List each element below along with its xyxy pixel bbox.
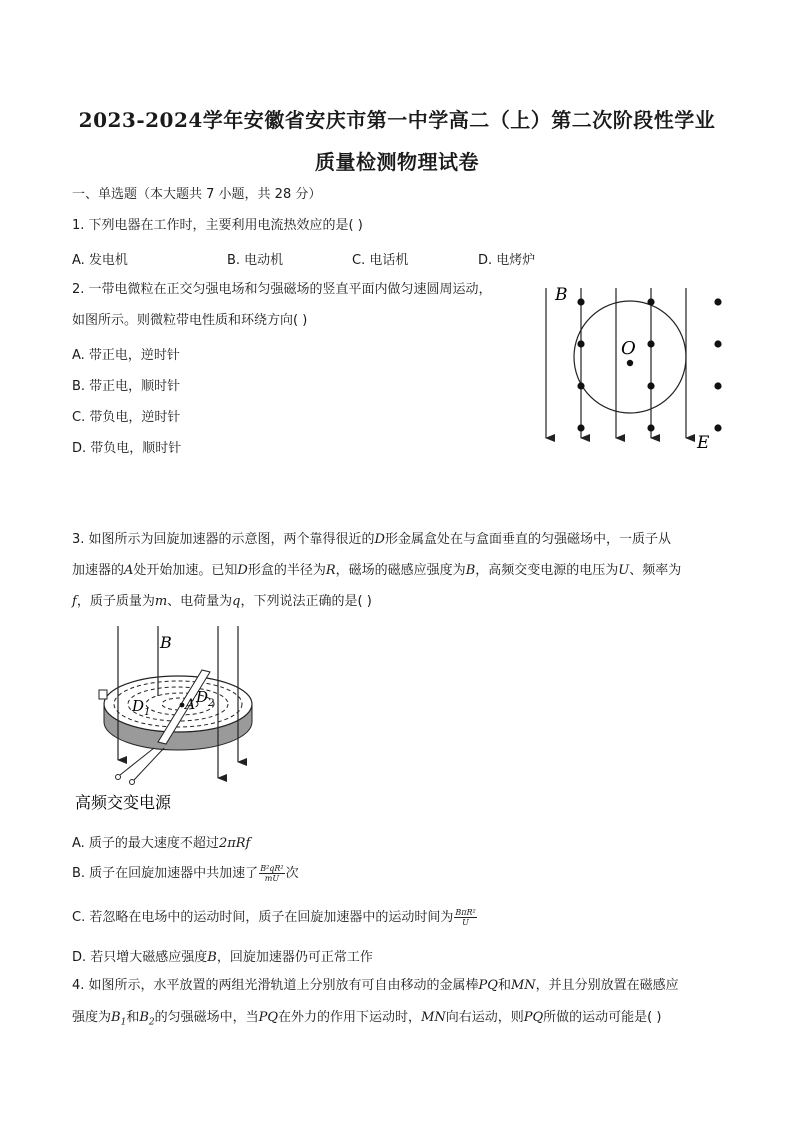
q4-stem-line-1	[72, 977, 679, 995]
q4-math	[139, 1010, 155, 1028]
q3-option-a	[72, 832, 250, 851]
q4-math: PQ	[478, 978, 498, 993]
q3-text: 、电荷量为	[167, 594, 233, 609]
q3-math: U	[618, 563, 630, 578]
d2-subscript: 2	[208, 698, 215, 709]
q4-stem-line-2	[72, 1009, 661, 1032]
exam-title-line-2: 质量检测物理试卷	[315, 150, 479, 174]
field-dot	[714, 382, 721, 389]
q4-math: PQ	[258, 1010, 279, 1025]
q3-option-b-fraction	[259, 864, 284, 883]
field-dot	[714, 340, 721, 347]
wire	[120, 748, 154, 775]
q4-text: 所做的运动可能是( )	[543, 1010, 662, 1025]
q3-option-a-text: A. 质子的最大速度不超过	[72, 836, 219, 851]
q3-option-c-fraction	[454, 908, 476, 927]
q3-text: 处开始加速。已知	[133, 563, 238, 578]
q2-label-b: B	[555, 285, 568, 305]
terminal	[130, 780, 135, 785]
q4-b1-letter: B	[111, 1010, 121, 1025]
q4-math: MN	[510, 978, 536, 993]
q4-math: PQ	[523, 1010, 544, 1025]
q4-text: 在外力的作用下运动时，	[278, 1010, 422, 1025]
q3-text: 形金属盒处在与盒面垂直的匀强磁场中，一质子从	[384, 532, 671, 547]
start-point	[180, 703, 185, 708]
section-heading: 一、单选题（本大题共 7 小题，共 28 分）	[72, 187, 322, 202]
q4-b2-subscript: 2	[148, 1017, 155, 1028]
q3-cyclotron-figure	[72, 622, 272, 822]
q3-math: D	[237, 563, 248, 578]
fraction-denominator: U	[462, 918, 469, 927]
q3-option-a-expr: 2πRf	[218, 836, 251, 851]
q4-b1-subscript: 1	[120, 1017, 127, 1028]
q3-option-d	[72, 946, 373, 965]
center-point	[627, 360, 633, 366]
q2-field-figure	[535, 280, 735, 453]
q3-label-a: A	[185, 697, 196, 713]
q4-text: 的匀强磁场中，当	[154, 1010, 259, 1025]
field-dot	[577, 340, 584, 347]
q1-option-b: B. 电动机	[227, 253, 284, 268]
field-dot	[577, 382, 584, 389]
q3-text: ，磁场的磁感应强度为	[335, 563, 466, 578]
q4-b2-letter: B	[139, 1010, 149, 1025]
d1-letter: D	[132, 697, 145, 715]
q1-option-d: D. 电烤炉	[478, 253, 536, 268]
q4-math	[111, 1010, 127, 1028]
q3-figure-caption: 高频交变电源	[75, 793, 172, 812]
field-dot	[714, 298, 721, 305]
q3-option-c-text: C. 若忽略在电场中的运动时间，质子在回旋加速器中的运动时间为	[72, 910, 454, 925]
d2-letter: D	[196, 688, 209, 706]
q4-text: 4. 如图所示，水平放置的两组光滑轨道上分别放有可自由移动的金属棒	[72, 978, 479, 993]
field-dot	[647, 340, 654, 347]
fraction-denominator: mU	[264, 874, 280, 883]
exam-title-line-1: 2023-2024学年安徽省安庆市第一中学高二（上）第二次阶段性学业	[78, 108, 716, 132]
q2-option-b: B. 带正电，顺时针	[72, 379, 181, 394]
q3-stem-line-2	[72, 562, 681, 580]
q3-text: 3. 如图所示为回旋加速器的示意图，两个靠得很近的	[72, 532, 375, 547]
q3-option-d-text: D. 若只增大磁感应强度	[72, 950, 208, 965]
q3-label-b: B	[160, 633, 172, 652]
q4-text: 和	[497, 978, 511, 993]
q3-text: ，下列说法正确的是( )	[240, 594, 372, 609]
field-dot	[647, 298, 654, 305]
q3-math: A	[124, 563, 134, 578]
q3-stem-line-3	[72, 593, 372, 611]
q2-label-e: E	[697, 433, 710, 453]
q4-text: 向右运动，则	[445, 1010, 524, 1025]
q3-text: ，质子质量为	[76, 594, 155, 609]
q3-math: R	[325, 563, 336, 578]
terminal	[116, 775, 121, 780]
q3-math: D	[374, 532, 385, 547]
q1-stem: 1. 下列电器在工作时，主要利用电流热效应的是( )	[72, 218, 363, 233]
q4-math: MN	[421, 1010, 446, 1025]
q3-option-b	[72, 862, 299, 883]
q3-option-d-tail: ，回旋加速器仍可正常工作	[216, 950, 373, 965]
q3-option-c	[72, 906, 478, 927]
q2-label-o: O	[621, 338, 636, 359]
q3-text: 、频率为	[629, 563, 682, 578]
d1-subscript: 1	[144, 707, 151, 718]
q3-text: ，高频交变电源的电压为	[475, 563, 619, 578]
fraction-numerator: BπR²	[455, 908, 476, 917]
q1-option-c: C. 电话机	[352, 253, 409, 268]
terminal-box	[99, 690, 107, 699]
q3-stem-line-1	[72, 531, 671, 549]
fraction-numerator: B²qR²	[260, 864, 284, 873]
q2-option-c: C. 带负电，逆时针	[72, 410, 181, 425]
field-dot	[647, 424, 654, 431]
q3-math: B	[465, 563, 476, 578]
q4-text: ，并且分别放置在磁感应	[535, 978, 679, 993]
field-dot	[577, 424, 584, 431]
q3-option-b-text: B. 质子在回旋加速器中共加速了	[72, 866, 259, 881]
field-dot	[714, 424, 721, 431]
q1-option-a: A. 发电机	[72, 253, 128, 268]
q3-option-d-math: B	[207, 950, 217, 965]
q3-text: 形盒的半径为	[247, 563, 326, 578]
q3-math: m	[154, 594, 168, 609]
q2-stem-line-1: 2. 一带电微粒在正交匀强电场和匀强磁场的竖直平面内做匀速圆周运动，	[72, 282, 492, 297]
q2-option-a: A. 带正电，逆时针	[72, 348, 180, 363]
q2-stem-line-2: 如图所示。则微粒带电性质和环绕方向( )	[72, 313, 308, 328]
q3-text: 加速器的	[72, 563, 125, 578]
wire	[134, 748, 164, 780]
q2-option-d: D. 带负电，顺时针	[72, 441, 182, 456]
field-dot	[647, 382, 654, 389]
field-dot	[577, 298, 584, 305]
q4-text: 强度为	[72, 1010, 112, 1025]
q3-math: f	[72, 594, 77, 609]
q3-option-b-tail: 次	[285, 866, 299, 881]
q3-math: q	[232, 594, 241, 609]
q4-text: 和	[126, 1010, 140, 1025]
